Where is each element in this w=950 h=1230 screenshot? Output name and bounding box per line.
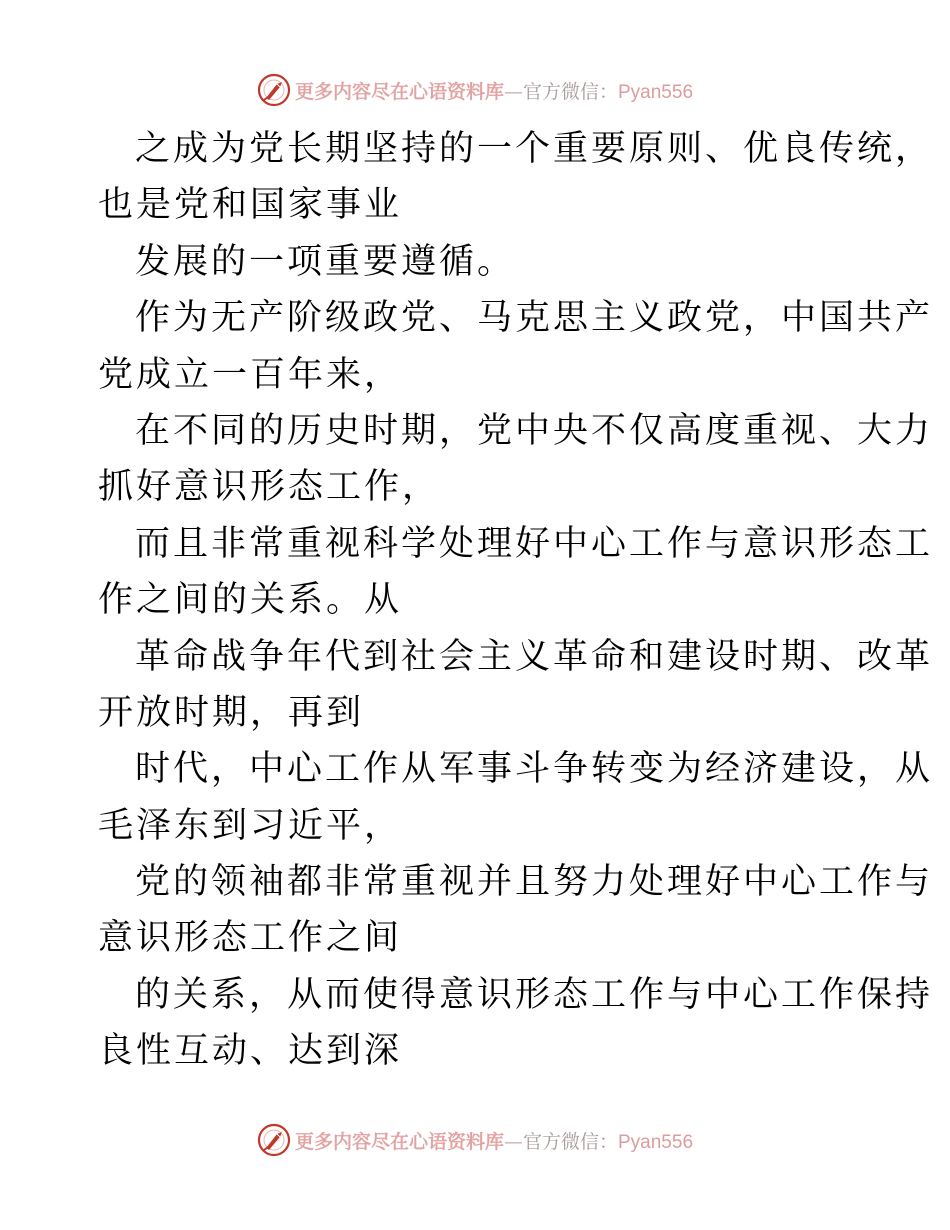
text-line: 也是党和国家事业 [98,185,403,226]
text-line: 而且非常重视科学处理好中心工作与意识形态工 [135,523,934,564]
fountain-pen-logo-icon [257,1123,291,1157]
banner-dash: — [503,80,523,103]
text-line: 发展的一项重要遵循。 [135,241,516,282]
text-line: 党成立一百年来， [98,354,403,395]
text-line: 良性互动、达到深 [98,1031,403,1072]
banner-wechat-label: 官方微信： [522,1130,618,1153]
header-watermark [0,70,950,110]
text-line: 作为无产阶级政党、马克思主义政党，中国共产 [135,298,934,339]
text-line: 开放时期，再到 [98,692,365,733]
banner-title: 更多内容尽在心语资料库 [294,80,504,103]
text-line: 革命战争年代到社会主义革命和建设时期、改革 [135,636,934,677]
text-line: 作之间的关系。从 [98,580,403,621]
text-line: 抓好意识形态工作， [98,467,441,508]
banner-title: 更多内容尽在心语资料库 [294,1130,504,1153]
text-line: 在不同的历史时期，党中央不仅高度重视、大力 [135,410,934,451]
document-body [98,121,934,1080]
banner-dash: — [503,1130,523,1153]
banner-wechat-label: 官方微信： [522,80,618,103]
banner-wechat-id: Pyan556 [618,81,694,103]
text-line: 意识形态工作之间 [98,918,403,959]
fountain-pen-logo-icon [257,73,291,107]
text-line: 的关系，从而使得意识形态工作与中心工作保持 [135,974,934,1015]
text-line: 党的领袖都非常重视并且努力处理好中心工作与 [135,862,934,903]
banner-wechat-id: Pyan556 [618,1131,694,1153]
text-line: 毛泽东到习近平， [98,805,403,846]
text-line: 之成为党长期坚持的一个重要原则、优良传统， [135,129,934,169]
text-line: 时代，中心工作从军事斗争转变为经济建设，从 [135,749,934,790]
footer-watermark [0,1120,950,1160]
